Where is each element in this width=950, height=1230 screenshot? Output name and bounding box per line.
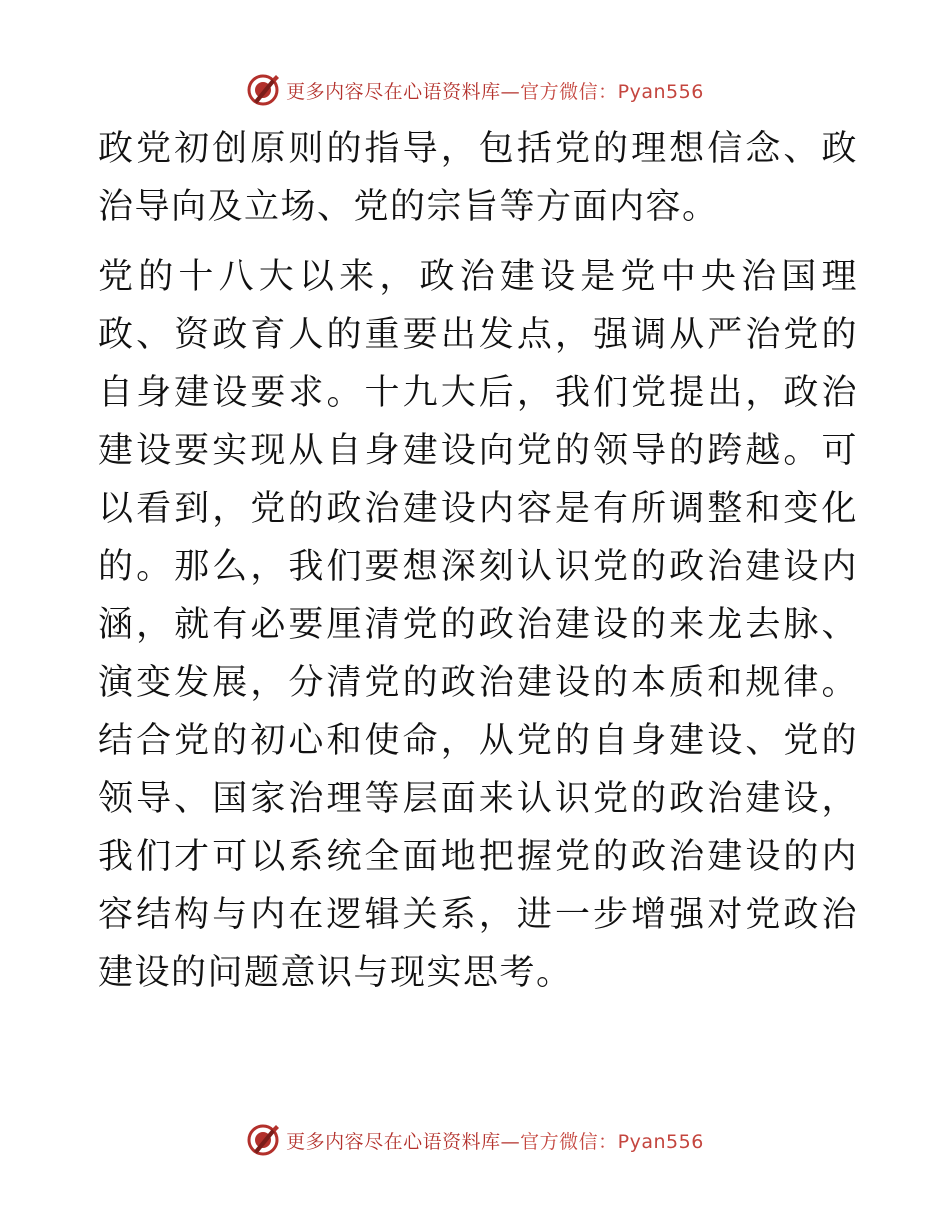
footer-banner-text xyxy=(286,1127,704,1154)
footer-banner xyxy=(0,1120,950,1160)
footer-banner-title: 更多内容尽在心语资料库— xyxy=(286,1130,521,1153)
document-body xyxy=(98,120,858,1002)
footer-banner-wechat: 官方微信：Pyan556 xyxy=(520,1130,704,1153)
header-banner-title: 更多内容尽在心语资料库— xyxy=(286,80,521,103)
pen-seal-logo-icon xyxy=(246,1123,280,1157)
header-banner-wechat: 官方微信：Pyan556 xyxy=(520,80,704,103)
paragraph-2: 党的十八大以来，政治建设是党中央治国理政、资政育人的重要出发点，强调从严治党的自身建设要求。十九大后，我们党提出，政治建设要实现从自身建设向党的领导的跨越。可以看到，党的政治建设内容是有所调整和变化的。那么，我们要想深刻认识党的政治建设内涵，就有必要厘清党的政治建设的来龙去脉、演变发展，分清党的政治建设的本质和规律。结合党的初心和使命，从党的自身建设、党的领导、国家治理等层面来认识党的政治建设，我们才可以系统全面地把握党的政治建设的内容结构与内在逻辑关系，进一步增强对党政治建设的问题意识与现实思考。 xyxy=(98,257,858,993)
header-banner-text xyxy=(286,77,704,104)
header-banner xyxy=(0,70,950,110)
paragraph-1: 政党初创原则的指导，包括党的理想信念、政治导向及立场、党的宗旨等方面内容。 xyxy=(98,129,858,227)
pen-seal-logo-icon xyxy=(246,73,280,107)
